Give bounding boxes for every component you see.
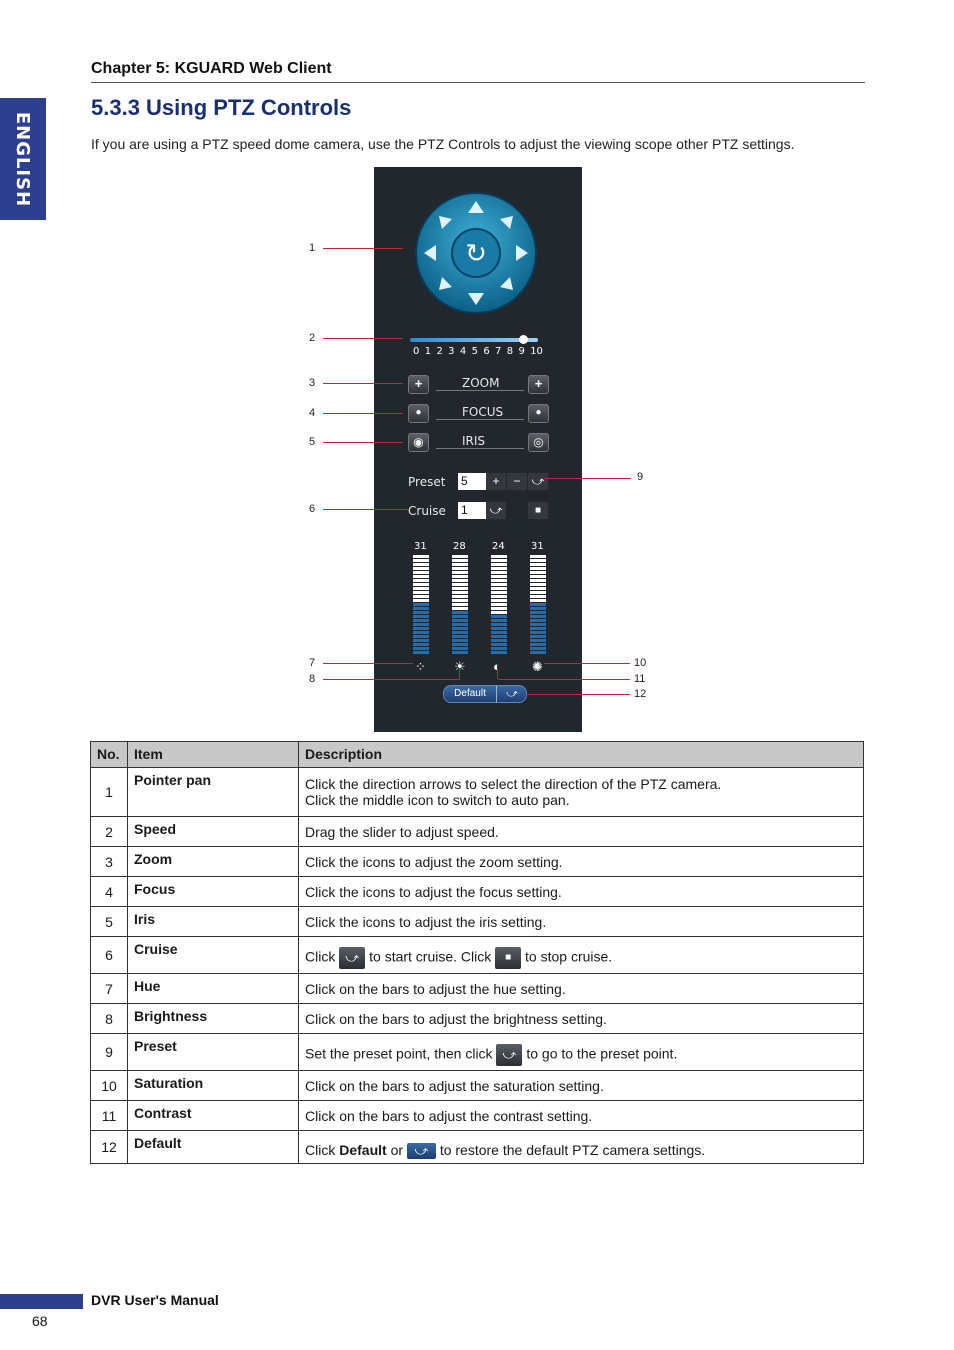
level-segment[interactable] [413, 579, 429, 582]
cruise-input[interactable]: 1 [458, 502, 486, 519]
level-segment[interactable] [491, 631, 507, 634]
level-segment[interactable] [413, 555, 429, 558]
row-item: Cruise [128, 937, 299, 974]
level-segment[interactable] [452, 615, 468, 618]
level-segment[interactable] [452, 631, 468, 634]
row-description: Click the icons to adjust the zoom setting. [299, 847, 864, 877]
level-segment[interactable] [413, 627, 429, 630]
zoom-in-button[interactable]: + [528, 375, 549, 394]
chapter-heading: Chapter 5: KGUARD Web Client [91, 60, 332, 77]
speed-tick: 8 [506, 346, 514, 357]
level-segment[interactable] [530, 607, 546, 610]
row-description: Click the icons to adjust the focus setting. [299, 877, 864, 907]
level-segment[interactable] [452, 555, 468, 558]
callout-number: 3 [309, 377, 316, 389]
level-segment[interactable] [413, 639, 429, 642]
table-row [91, 907, 864, 937]
row-description: Click on the bars to adjust the contrast setting. [299, 1101, 864, 1131]
callout-line [323, 679, 460, 680]
contrast-value: 24 [492, 541, 505, 552]
callout-line [323, 248, 403, 249]
callout-number: 2 [309, 332, 316, 344]
level-segment[interactable] [452, 559, 468, 562]
section-title: 5.3.3 Using PTZ Controls [91, 95, 352, 120]
preset-input[interactable]: 5 [458, 473, 486, 490]
ptz-control-panel [374, 167, 582, 732]
cruise-start-icon: ⤻ [339, 947, 365, 969]
level-segment[interactable] [413, 599, 429, 602]
level-segment[interactable] [413, 651, 429, 654]
row-item: Preset [128, 1034, 299, 1071]
callout-number: 6 [309, 503, 316, 515]
row-description-text: to go to the preset point. [526, 1045, 678, 1062]
level-segment[interactable] [530, 559, 546, 562]
preset-go-button[interactable]: ⤻ [528, 473, 548, 490]
level-segment[interactable] [530, 639, 546, 642]
level-segment[interactable] [530, 615, 546, 618]
cruise-stop-icon: ■ [495, 947, 521, 969]
level-segment[interactable] [491, 559, 507, 562]
row-description-line: Click the middle icon to switch to auto pan. [305, 792, 570, 808]
contrast-bar[interactable] [491, 555, 507, 655]
default-button[interactable]: Default [454, 688, 486, 699]
row-no: 10 [91, 1071, 128, 1101]
level-segment[interactable] [491, 651, 507, 654]
brightness-value: 28 [453, 541, 466, 552]
level-segment[interactable] [530, 587, 546, 590]
level-segment[interactable] [452, 639, 468, 642]
level-segment[interactable] [413, 587, 429, 590]
level-segment[interactable] [530, 591, 546, 594]
row-description [299, 1034, 864, 1071]
row-item: Iris [128, 907, 299, 937]
level-segment[interactable] [452, 591, 468, 594]
level-segment[interactable] [491, 615, 507, 618]
level-segment[interactable] [530, 627, 546, 630]
level-segment[interactable] [530, 635, 546, 638]
table-row [91, 768, 864, 817]
preset-add-button[interactable]: + [486, 473, 506, 490]
level-segment[interactable] [452, 575, 468, 578]
level-segment[interactable] [413, 611, 429, 614]
level-segment[interactable] [530, 611, 546, 614]
level-segment[interactable] [413, 603, 429, 606]
row-description [299, 768, 864, 817]
row-item: Contrast [128, 1101, 299, 1131]
focus-far-button[interactable]: ● [528, 404, 549, 423]
callout-line [323, 413, 403, 414]
row-description: Drag the slider to adjust speed. [299, 817, 864, 847]
table-row [91, 1131, 864, 1164]
row-description: Click on the bars to adjust the hue setting. [299, 974, 864, 1004]
row-no: 6 [91, 937, 128, 974]
row-item: Pointer pan [128, 768, 299, 817]
row-no: 11 [91, 1101, 128, 1131]
level-segment[interactable] [452, 567, 468, 570]
table-row [91, 937, 864, 974]
level-segment[interactable] [413, 631, 429, 634]
level-segment[interactable] [413, 563, 429, 566]
callout-line [526, 694, 630, 695]
row-item: Hue [128, 974, 299, 1004]
focus-near-button[interactable]: ● [408, 404, 429, 423]
zoom-label: ZOOM [462, 376, 500, 390]
level-segment[interactable] [413, 575, 429, 578]
level-segment[interactable] [491, 591, 507, 594]
callout-line [323, 383, 403, 384]
table-row [91, 974, 864, 1004]
saturation-bar[interactable] [530, 555, 546, 655]
auto-pan-refresh-icon[interactable]: ↻ [465, 239, 487, 269]
level-segment[interactable] [413, 647, 429, 650]
row-item: Zoom [128, 847, 299, 877]
brightness-bar[interactable] [452, 555, 468, 655]
row-no: 2 [91, 817, 128, 847]
table-row [91, 817, 864, 847]
level-segment[interactable] [491, 595, 507, 598]
contrast-icon: ◐ [493, 659, 501, 674]
cruise-stop-button[interactable]: ■ [528, 502, 548, 519]
iris-label: IRIS [462, 434, 486, 448]
row-no: 8 [91, 1004, 128, 1034]
hue-icon: ⁘ [415, 659, 426, 674]
level-segment[interactable] [491, 607, 507, 610]
iris-close-button[interactable]: ◉ [408, 433, 429, 452]
level-segment[interactable] [491, 623, 507, 626]
row-description [299, 1131, 864, 1164]
level-segment[interactable] [530, 595, 546, 598]
speed-tick: 4 [459, 346, 467, 357]
level-segment[interactable] [491, 587, 507, 590]
level-segment[interactable] [452, 595, 468, 598]
level-segment[interactable] [452, 647, 468, 650]
row-no: 1 [91, 768, 128, 817]
level-segment[interactable] [491, 603, 507, 606]
level-segment[interactable] [452, 627, 468, 630]
level-segment[interactable] [530, 651, 546, 654]
level-segment[interactable] [491, 627, 507, 630]
table-row [91, 877, 864, 907]
callout-line [545, 478, 631, 479]
page-number: 68 [32, 1313, 48, 1329]
level-segment[interactable] [491, 619, 507, 622]
level-segment[interactable] [452, 619, 468, 622]
level-segment[interactable] [530, 563, 546, 566]
footer-accent-bar [0, 1294, 83, 1309]
level-segment[interactable] [491, 635, 507, 638]
level-segment[interactable] [530, 555, 546, 558]
level-segment[interactable] [413, 571, 429, 574]
level-segment[interactable] [413, 635, 429, 638]
level-segment[interactable] [530, 619, 546, 622]
callout-line [323, 338, 403, 339]
callout-number: 5 [309, 436, 316, 448]
callout-number: 7 [309, 657, 316, 669]
header-description: Description [299, 742, 864, 768]
level-segment[interactable] [530, 583, 546, 586]
speed-tick: 5 [471, 346, 478, 357]
level-segment[interactable] [491, 563, 507, 566]
cruise-label: Cruise [408, 504, 446, 518]
level-segment[interactable] [491, 583, 507, 586]
row-description-text: or [390, 1141, 404, 1158]
level-segment[interactable] [530, 575, 546, 578]
level-segment[interactable] [530, 623, 546, 626]
speed-tick: 10 [530, 346, 543, 357]
level-segment[interactable] [530, 571, 546, 574]
preset-label: Preset [408, 475, 446, 489]
row-description: Click on the bars to adjust the saturation setting. [299, 1071, 864, 1101]
speed-tick: 2 [436, 346, 443, 357]
row-description: Click on the bars to adjust the brightness setting. [299, 1004, 864, 1034]
row-item: Focus [128, 877, 299, 907]
speed-tick: 1 [424, 346, 432, 357]
callout-number: 10 [634, 657, 647, 669]
level-segment[interactable] [491, 599, 507, 602]
row-item: Speed [128, 817, 299, 847]
hue-bar[interactable] [413, 555, 429, 655]
level-segment[interactable] [452, 607, 468, 610]
footer-title: DVR User's Manual [91, 1292, 219, 1308]
table-row [91, 1101, 864, 1131]
row-no: 4 [91, 877, 128, 907]
row-no: 7 [91, 974, 128, 1004]
row-description-text: to start cruise. Click [369, 948, 492, 965]
callout-line [323, 663, 413, 664]
table-row [91, 1004, 864, 1034]
language-tab [0, 98, 46, 220]
focus-underline [436, 419, 524, 420]
row-item: Default [128, 1131, 299, 1164]
callout-line [459, 668, 460, 679]
callout-line [544, 663, 630, 664]
level-segment[interactable] [413, 591, 429, 594]
saturation-icon: ✺ [532, 659, 543, 674]
default-restore-icon: ⤻ [407, 1143, 436, 1159]
level-segment[interactable] [452, 599, 468, 602]
level-segment[interactable] [452, 603, 468, 606]
level-segment[interactable] [491, 555, 507, 558]
level-segment[interactable] [452, 623, 468, 626]
preset-remove-button[interactable]: − [507, 473, 527, 490]
cruise-start-button[interactable]: ⤻ [486, 502, 506, 519]
row-description-text: to restore the default PTZ camera settings. [439, 1141, 706, 1158]
speed-tick: 9 [518, 346, 525, 357]
row-description-text: Click [305, 948, 336, 965]
level-segment[interactable] [452, 579, 468, 582]
brightness-icon: ☀ [454, 659, 466, 674]
pointer-pan-control[interactable] [414, 191, 538, 315]
level-segment[interactable] [452, 611, 468, 614]
level-segment[interactable] [491, 567, 507, 570]
iris-open-button[interactable]: ◎ [528, 433, 549, 452]
callout-line [497, 668, 498, 679]
row-description-text: Click [305, 1141, 336, 1158]
level-segment[interactable] [452, 635, 468, 638]
zoom-underline [436, 390, 524, 391]
row-no: 9 [91, 1034, 128, 1071]
level-segment[interactable] [452, 563, 468, 566]
row-description [299, 937, 864, 974]
level-segment[interactable] [413, 559, 429, 562]
level-segment[interactable] [413, 615, 429, 618]
callout-number: 9 [637, 471, 644, 483]
speed-ticks [413, 346, 543, 357]
level-segment[interactable] [413, 595, 429, 598]
row-no: 5 [91, 907, 128, 937]
level-segment[interactable] [413, 623, 429, 626]
level-segment[interactable] [530, 643, 546, 646]
header-item: Item [128, 742, 299, 768]
speed-tick: 3 [448, 346, 455, 357]
level-segment[interactable] [491, 647, 507, 650]
level-segment[interactable] [413, 607, 429, 610]
level-segment[interactable] [530, 647, 546, 650]
level-segment[interactable] [530, 603, 546, 606]
hue-value: 31 [414, 541, 427, 552]
level-segment[interactable] [491, 575, 507, 578]
level-segment[interactable] [530, 631, 546, 634]
level-segment[interactable] [413, 643, 429, 646]
speed-slider-handle[interactable] [519, 335, 528, 344]
level-segment[interactable] [452, 571, 468, 574]
level-segment[interactable] [452, 587, 468, 590]
speed-tick: 7 [495, 346, 502, 357]
iris-underline [436, 448, 524, 449]
language-tab-label: ENGLISH [12, 111, 34, 207]
row-item: Brightness [128, 1004, 299, 1034]
intro-paragraph: If you are using a PTZ speed dome camera, use the PTZ Controls to adjust the viewing scope other PTZ settings. [91, 136, 795, 152]
zoom-out-button[interactable]: + [408, 375, 429, 394]
table-row [91, 847, 864, 877]
row-description: Click the icons to adjust the iris setting. [299, 907, 864, 937]
level-segment[interactable] [413, 583, 429, 586]
row-description-bold: Default [339, 1141, 387, 1158]
level-segment[interactable] [491, 579, 507, 582]
row-item: Saturation [128, 1071, 299, 1101]
callout-number: 8 [309, 673, 316, 685]
callout-number: 4 [309, 407, 316, 419]
level-segment[interactable] [452, 643, 468, 646]
callout-line [323, 442, 403, 443]
focus-label: FOCUS [462, 405, 504, 419]
chapter-divider [91, 82, 865, 83]
level-segment[interactable] [413, 619, 429, 622]
preset-go-icon: ⤻ [496, 1044, 522, 1066]
row-description-text: Set the preset point, then click [305, 1045, 493, 1062]
speed-tick: 6 [483, 346, 490, 357]
level-segment[interactable] [491, 571, 507, 574]
callout-number: 12 [634, 688, 647, 700]
table-row [91, 1071, 864, 1101]
table-header-row [91, 742, 864, 768]
level-segment[interactable] [530, 599, 546, 602]
callout-line [323, 509, 409, 510]
callout-number: 1 [309, 242, 316, 254]
level-segment[interactable] [491, 611, 507, 614]
ptz-description-table [90, 741, 864, 1164]
speed-tick: 0 [413, 346, 420, 357]
level-segment[interactable] [530, 567, 546, 570]
level-segment[interactable] [413, 567, 429, 570]
saturation-value: 31 [531, 541, 544, 552]
default-control [443, 685, 527, 703]
header-no: No. [91, 742, 128, 768]
level-segment[interactable] [530, 579, 546, 582]
table-row [91, 1034, 864, 1071]
level-segment[interactable] [452, 583, 468, 586]
row-no: 3 [91, 847, 128, 877]
row-description-text: to stop cruise. [525, 948, 613, 965]
row-description-line: Click the direction arrows to select the direction of the PTZ camera. [305, 776, 722, 792]
callout-line [498, 679, 630, 680]
level-segment[interactable] [491, 643, 507, 646]
level-segment[interactable] [491, 639, 507, 642]
default-restore-icon[interactable]: ⤻ [496, 686, 527, 702]
row-no: 12 [91, 1131, 128, 1164]
level-segment[interactable] [452, 651, 468, 654]
callout-number: 11 [634, 673, 646, 685]
